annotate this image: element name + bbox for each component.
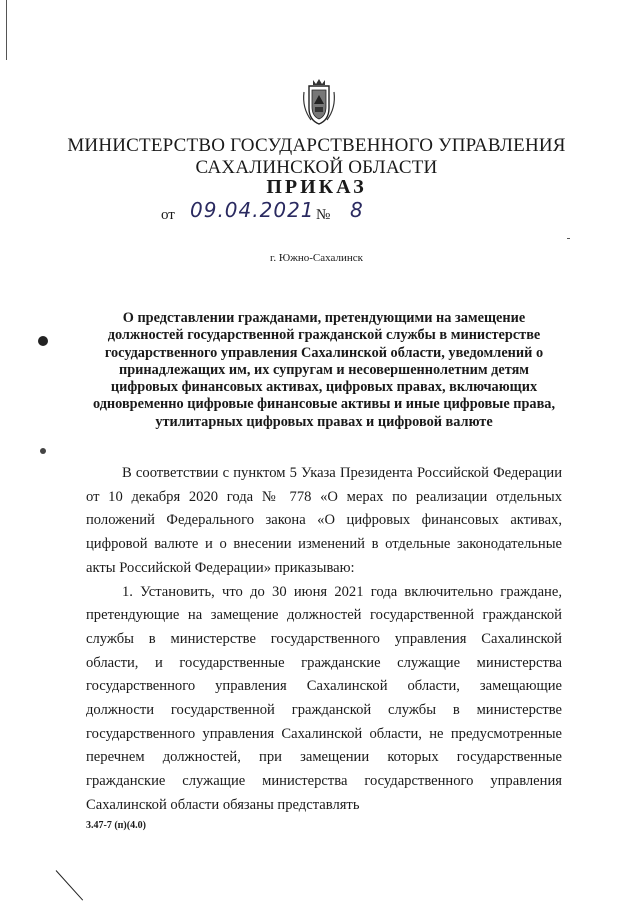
document-type: ПРИКАЗ xyxy=(266,176,367,198)
document-body xyxy=(86,462,562,818)
city: г. Южно-Сахалинск xyxy=(270,252,363,264)
number-label: № xyxy=(316,207,331,223)
scan-edge-line xyxy=(6,0,7,60)
date-label: от xyxy=(161,207,175,223)
ministry-line-1: МИНИСТЕРСТВО ГОСУДАРСТВЕННОГО УПРАВЛЕНИЯ xyxy=(67,135,566,156)
scan-speck xyxy=(567,238,570,239)
document-subject: О представлении гражданами, претендующими на замещение должностей государственной гражданской службы в министерстве государственного управления Сахалинской области, уведомлений о принадлежащих им, их супругам и несовершеннолетним детям цифровых финансовых активах, цифровых правах, включающих одновременно цифровые финансовые активы и иные цифровые права, утилитарных цифровых правах и цифровой валюте xyxy=(92,310,556,430)
scan-punch-mark xyxy=(38,336,48,346)
number-value: 8 xyxy=(350,198,363,222)
document-code: 3.47-7 (п)(4.0) xyxy=(86,820,146,831)
date-value: 09.04.2021 xyxy=(190,198,315,222)
scan-scratch-mark xyxy=(56,870,84,900)
date-number-row xyxy=(0,198,633,228)
ministry-name xyxy=(0,135,633,179)
body-paragraph-1: В соответствии с пунктом 5 Указа Президента Российской Федерации от 10 декабря 2020 года № 778 «О мерах по реализации отдельных положений Федерального закона «О цифровых финансовых активах, цифровой валюте и о внесении изменений в отдельные законодательные акты Российской Федерации» приказываю: xyxy=(86,465,562,576)
scan-punch-mark xyxy=(40,448,46,454)
ministry-line-2: САХАЛИНСКОЙ ОБЛАСТИ xyxy=(195,157,438,178)
coat-of-arms-icon xyxy=(299,78,339,126)
body-paragraph-2: 1. Установить, что до 30 июня 2021 года включительно граждане, претендующие на замещение должностей государственной гражданской службы в министерстве государственного управления Сахалинской области, и государственные гражданские служащие министерства государственного управления Сахалинской области, замещающие должности государственной гражданской службы в министерстве государственного управления Сахалинской области, не предусмотренные перечнем должностей, при замещении которых государственные гражданские служащие министерства государственного управления Сахалинской области обязаны представлять xyxy=(86,583,562,813)
